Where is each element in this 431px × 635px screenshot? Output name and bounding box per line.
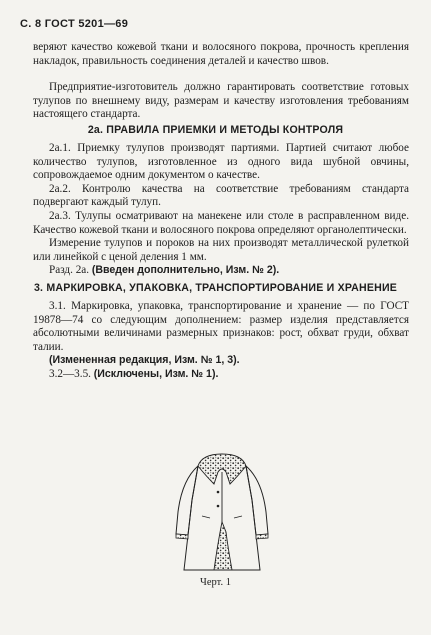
paragraph-2a1: 2а.1. Приемку тулупов производят партиями. Партией считают любое количество тулупов, изготовленное из одного вида шубной овчины, сопровождаемое одним документом о качестве. (33, 142, 409, 182)
paragraph-manufacturer: Предприятие-изготовитель должно гарантировать соответствие готовых тулупов по внешнему виду, размерам и качеству изготовления требованиям настоящего стандарта. (33, 81, 409, 121)
paragraph-3-1-note: (Измененная редакция, Изм. № 1, 3). (49, 354, 240, 367)
section-3-title: 3. МАРКИРОВКА, УПАКОВКА, ТРАНСПОРТИРОВАНИЕ И ХРАНЕНИЕ (33, 282, 398, 294)
paragraph-2a2: 2а.2. Контролю качества на соответствие требованиям стандарта подвергают каждый тулуп. (33, 182, 409, 209)
paragraph-2a3: 2а.3. Тулупы осматривают на манекене или столе в расправленном виде. Качество кожевой ткани и волосяного покрова определяют органолептически. (33, 209, 409, 236)
paragraph-3-2-note: (Исключены, Изм. № 1). (93, 367, 219, 380)
section-2a-body (33, 142, 409, 278)
paragraph-3-1-note-line (33, 354, 409, 368)
paragraph-razd (33, 264, 409, 278)
figure-caption: Черт. 1 (200, 577, 231, 588)
section-2a-title: 2а. ПРАВИЛА ПРИЕМКИ И МЕТОДЫ КОНТРОЛЯ (87, 124, 344, 136)
paragraph-3-1: 3.1. Маркировка, упаковка, транспортирование и хранение — по ГОСТ 19878—74 со следующим дополнением: размер изделия представляется абсолютными величинами размерных признаков: рост, обхват груди, обхват талии. (33, 300, 409, 353)
razd-prefix: Разд. 2а. (49, 264, 90, 277)
paragraph-3-2-line (33, 368, 409, 382)
page-header: С. 8 ГОСТ 5201—69 (20, 18, 129, 30)
paragraph-measure: Измерение тулупов и пороков на них производят металлической рулеткой или линейкой с ценой деления 1 мм. (33, 237, 409, 263)
paragraph-manufacturer-block (33, 81, 409, 122)
section-3-body (33, 300, 409, 382)
paragraph-3-2-prefix: 3.2—3.5. (49, 367, 91, 380)
paragraph-top: веряют качество кожевой ткани и волосяного покрова, прочность крепления накладок, правильность соединения деталей и качество швов. (33, 41, 409, 67)
paragraph-top-block (33, 41, 409, 68)
razd-note: (Введен дополнительно, Изм. № 2). (91, 264, 280, 277)
coat-figure (172, 452, 272, 574)
